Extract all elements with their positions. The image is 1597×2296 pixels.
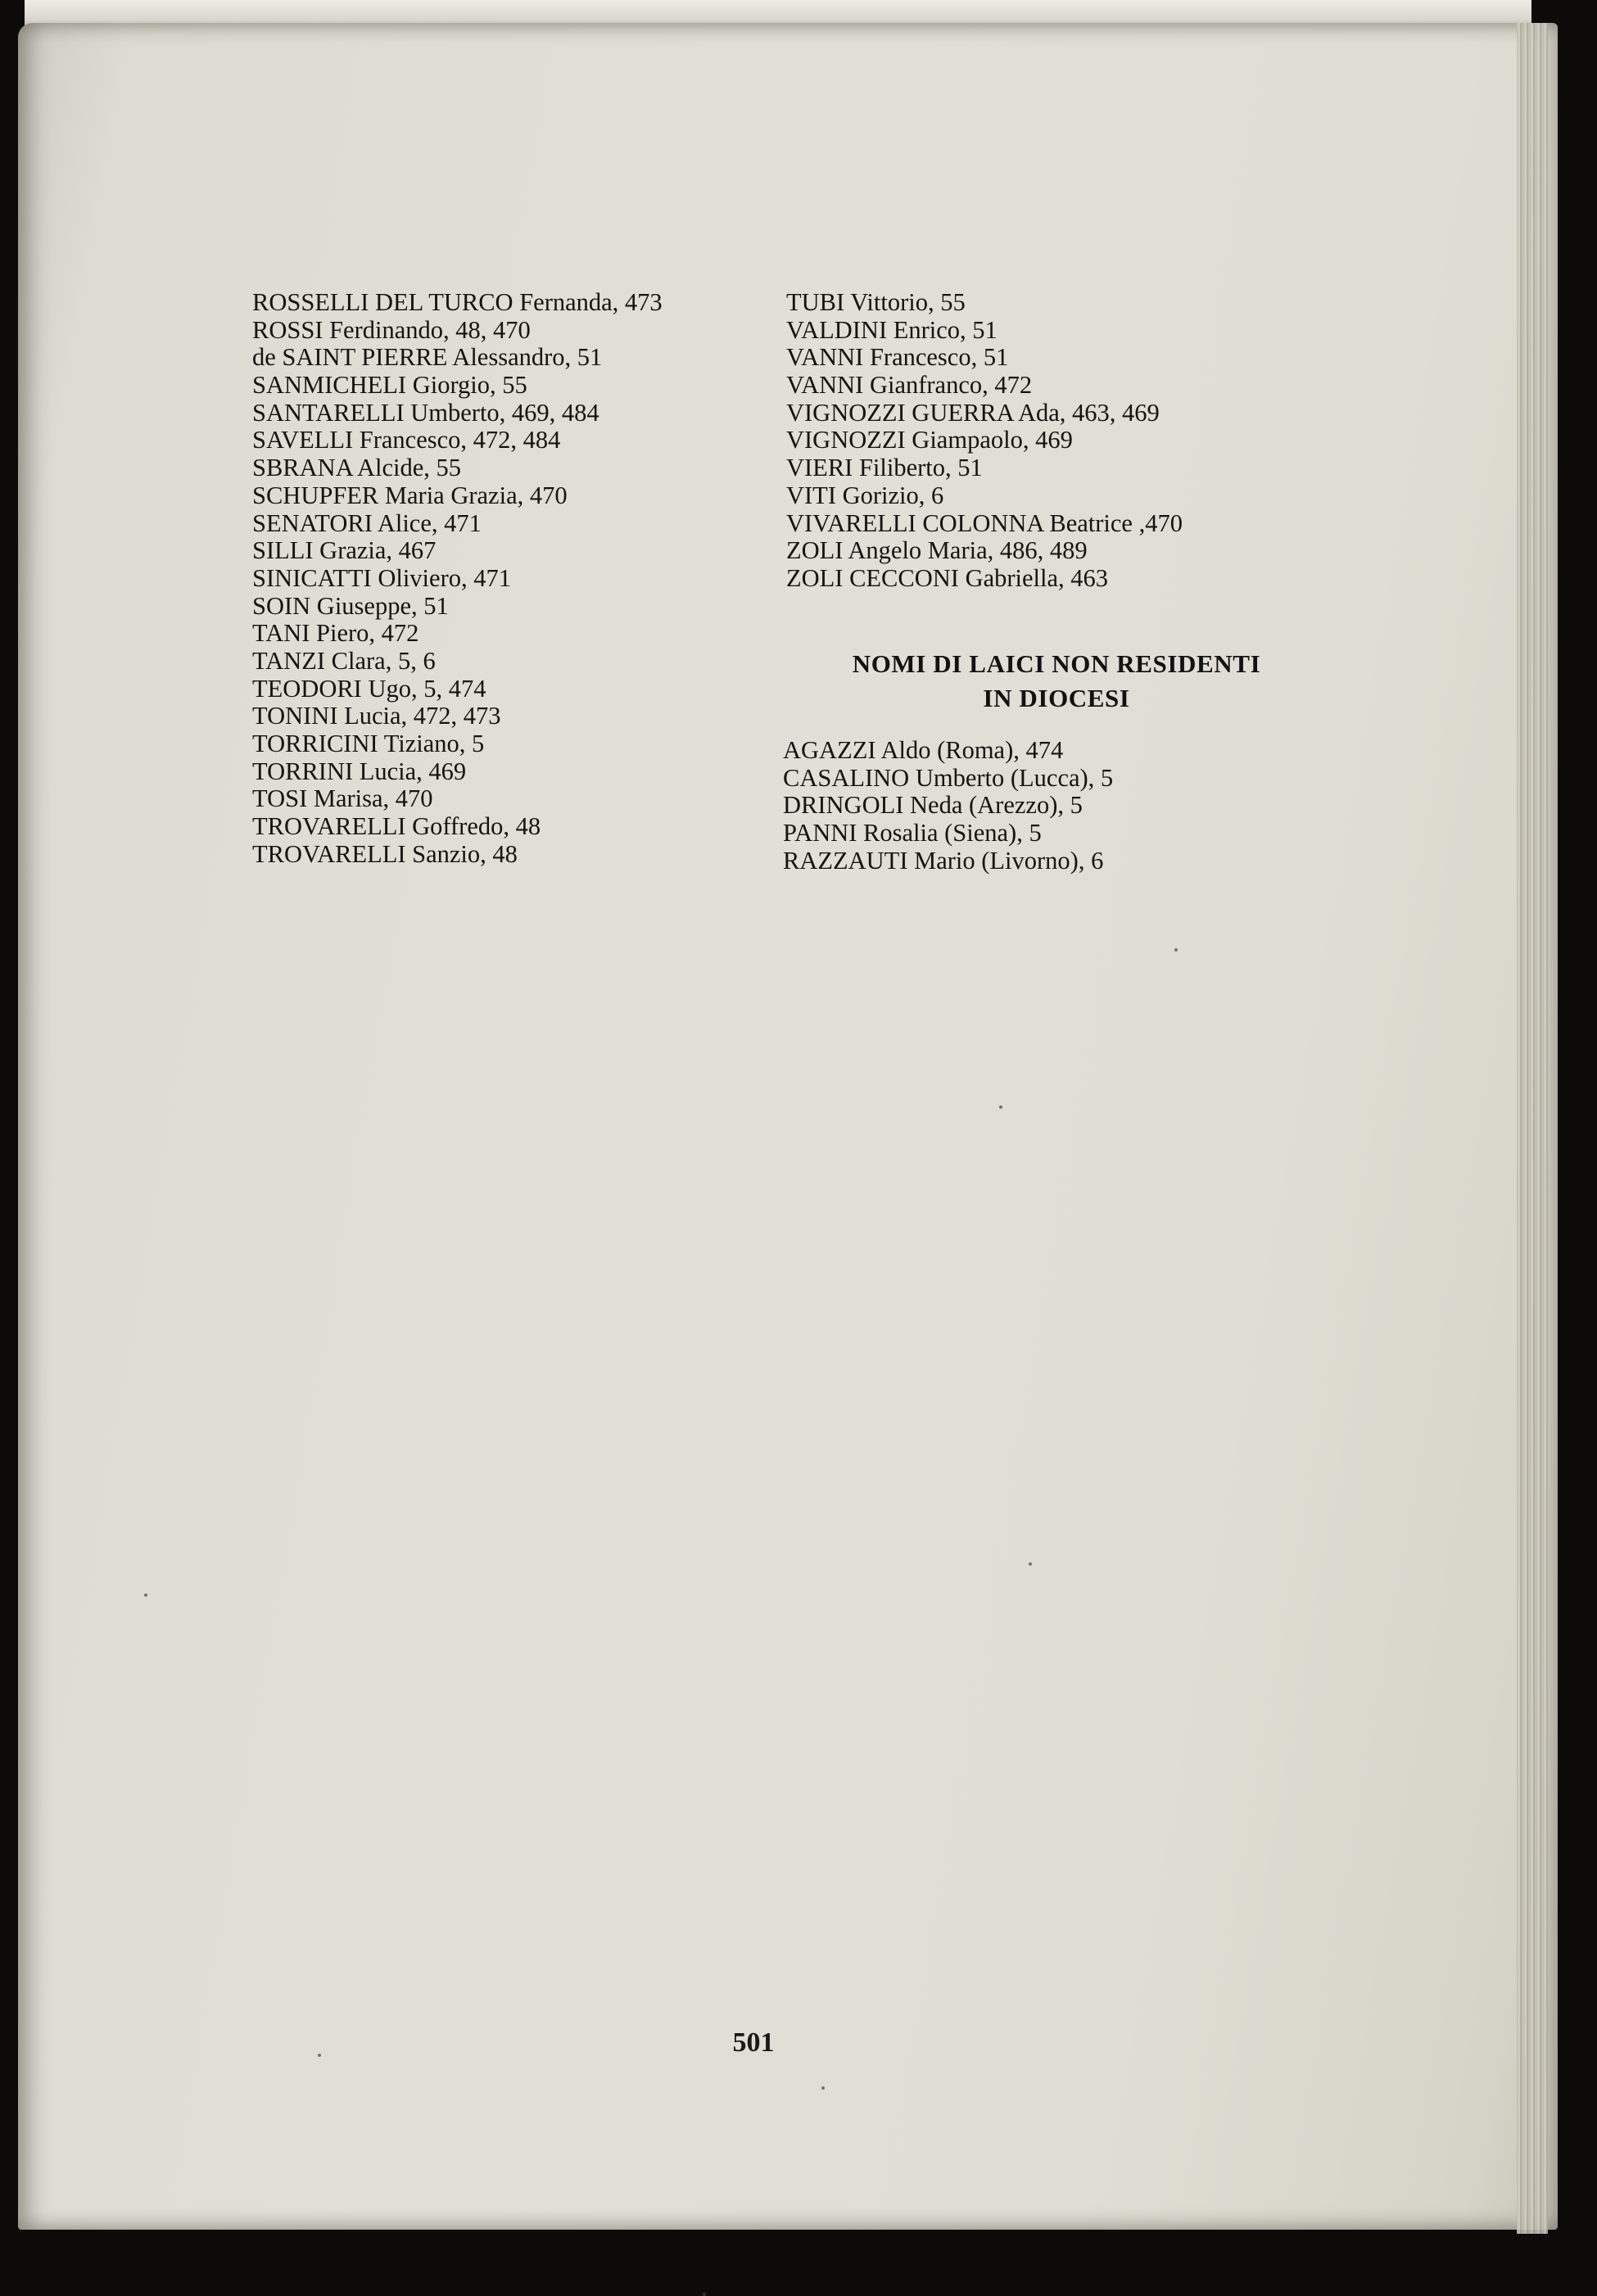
index-right-column (786, 289, 1183, 593)
index-entry: TONINI Lucia, 472, 473 (252, 702, 501, 730)
index-entry: TANZI Clara, 5, 6 (252, 646, 436, 675)
index-entry: SILLI Grazia, 467 (252, 536, 437, 565)
index-entry: SANTARELLI Umberto, 469, 484 (252, 398, 599, 427)
index-entry: de SAINT PIERRE Alessandro, 51 (252, 343, 603, 372)
index-entry: TOSI Marisa, 470 (252, 784, 433, 813)
non-resident-entry: DRINGOLI Neda (Arezzo), 5 (783, 791, 1083, 820)
index-entry: TORRICINI Tiziano, 5 (252, 730, 485, 757)
index-entry: SANMICHELI Giorgio, 55 (252, 371, 527, 400)
non-resident-entry: PANNI Rosalia (Siena), 5 (783, 819, 1042, 847)
index-entry: VANNI Francesco, 51 (786, 343, 1009, 372)
index-entry: ZOLI Angelo Maria, 486, 489 (786, 536, 1088, 565)
index-left-column (252, 289, 663, 868)
index-entry: ROSSI Ferdinando, 48, 470 (252, 315, 531, 344)
index-entry: TANI Piero, 472 (252, 619, 419, 648)
non-resident-entry: AGAZZI Aldo (Roma), 474 (783, 736, 1064, 764)
page-number: 501 (732, 2027, 775, 2058)
paper-speck (1174, 948, 1178, 951)
index-entry: VALDINI Enrico, 51 (786, 315, 998, 344)
index-entry: TROVARELLI Goffredo, 48 (252, 812, 541, 841)
non-residents-list (783, 737, 1113, 875)
non-resident-entry: RAZZAUTI Mario (Livorno), 6 (783, 846, 1104, 875)
index-entry: VIERI Filiberto, 51 (786, 454, 983, 482)
heading-line: IN DIOCESI (983, 684, 1130, 712)
paper-speck (703, 2293, 706, 2296)
non-resident-entry: CASALINO Umberto (Lucca), 5 (783, 763, 1114, 792)
paper-speck (999, 1105, 1002, 1109)
index-entry: SENATORI Alice, 471 (252, 508, 482, 537)
heading-line: NOMI DI LAICI NON RESIDENTI (852, 649, 1261, 678)
index-entry: VIGNOZZI Giampaolo, 469 (786, 426, 1073, 454)
non-residents-heading (770, 647, 1343, 716)
index-entry: SOIN Giuseppe, 51 (252, 591, 449, 620)
paper-speck (318, 2054, 321, 2057)
index-entry: TUBI Vittorio, 55 (786, 288, 966, 316)
index-entry: TORRINI Lucia, 469 (252, 757, 467, 785)
index-entry: VITI Gorizio, 6 (786, 481, 944, 509)
index-entry: VIVARELLI COLONNA Beatrice ,470 (786, 508, 1183, 537)
page-stack-edge (1517, 23, 1548, 2234)
index-entry: SBRANA Alcide, 55 (252, 454, 462, 482)
index-entry: VANNI Gianfranco, 472 (786, 371, 1033, 400)
paper-speck (144, 1593, 147, 1597)
index-entry: SAVELLI Francesco, 472, 484 (252, 426, 561, 454)
index-entry: ROSSELLI DEL TURCO Fernanda, 473 (252, 288, 663, 316)
paper-speck (821, 2086, 825, 2090)
index-entry: ZOLI CECCONI Gabriella, 463 (786, 563, 1109, 592)
paper-speck (1029, 1562, 1032, 1566)
index-entry: SCHUPFER Maria Grazia, 470 (252, 481, 568, 509)
index-entry: TROVARELLI Sanzio, 48 (252, 839, 518, 868)
index-entry: VIGNOZZI GUERRA Ada, 463, 469 (786, 398, 1160, 427)
index-entry: SINICATTI Oliviero, 471 (252, 563, 511, 592)
index-entry: TEODORI Ugo, 5, 474 (252, 674, 486, 703)
